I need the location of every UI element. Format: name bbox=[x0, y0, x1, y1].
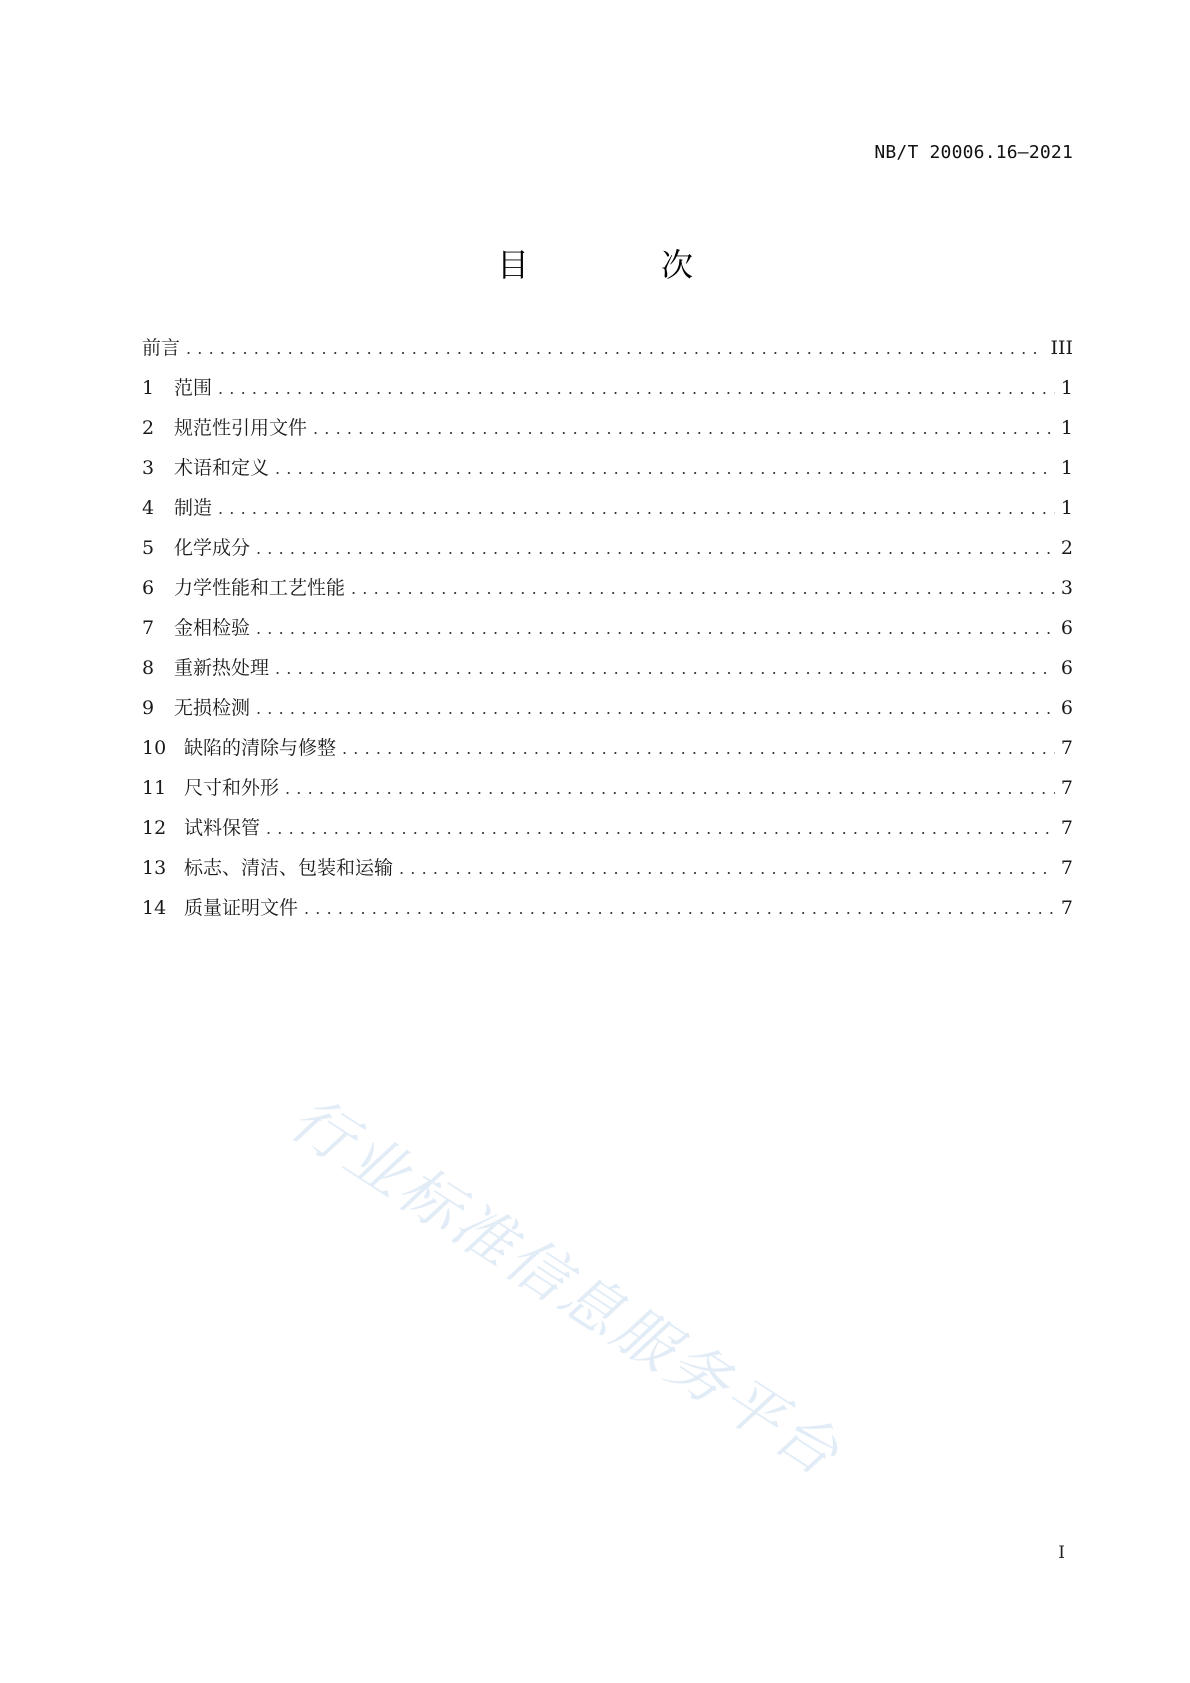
toc-entry-14[interactable] bbox=[142, 888, 1073, 928]
toc-entry-label: 试料保管 bbox=[184, 817, 261, 839]
toc-entry-page: 7 bbox=[1060, 857, 1073, 879]
toc-entry-7[interactable] bbox=[142, 608, 1073, 648]
toc-entry-number: 14 bbox=[142, 897, 167, 919]
toc-entry-number: 9 bbox=[142, 697, 155, 719]
watermark: 行业标准信息服务平台 bbox=[278, 1083, 854, 1492]
toc-entry-13[interactable] bbox=[142, 848, 1073, 888]
toc-entry-page: 1 bbox=[1060, 497, 1073, 519]
toc-entry-number: 1 bbox=[142, 377, 155, 399]
toc-entry-page: 3 bbox=[1060, 577, 1073, 599]
toc-entry-number: 11 bbox=[142, 777, 167, 799]
toc-leader-dots bbox=[266, 809, 1055, 849]
toc-entry-9[interactable] bbox=[142, 688, 1073, 728]
toc-entry-page: 6 bbox=[1060, 657, 1073, 679]
toc-entry-page: 6 bbox=[1060, 697, 1073, 719]
toc-entry-5[interactable] bbox=[142, 528, 1073, 568]
toc-entry-number: 6 bbox=[142, 577, 155, 599]
toc-leader-dots bbox=[256, 529, 1055, 569]
toc-entry-number: 13 bbox=[142, 857, 167, 879]
toc-entry-foreword[interactable] bbox=[142, 328, 1073, 368]
toc-entry-page: 7 bbox=[1060, 777, 1073, 799]
toc-entry-page: 6 bbox=[1060, 617, 1073, 639]
toc-entry-number: 5 bbox=[142, 537, 155, 559]
toc-entry-page: 1 bbox=[1060, 377, 1073, 399]
toc-entry-page: 7 bbox=[1060, 737, 1073, 759]
toc-entry-10[interactable] bbox=[142, 728, 1073, 768]
toc-entry-number: 10 bbox=[142, 737, 167, 759]
toc-leader-dots bbox=[351, 569, 1055, 609]
toc-entry-4[interactable] bbox=[142, 488, 1073, 528]
toc-leader-dots bbox=[256, 689, 1055, 729]
toc-entry-number: 3 bbox=[142, 457, 155, 479]
toc-entry-11[interactable] bbox=[142, 768, 1073, 808]
toc-entry-page: III bbox=[1050, 337, 1073, 359]
toc-entry-label: 前言 bbox=[142, 337, 181, 359]
toc-entry-label: 重新热处理 bbox=[174, 657, 270, 679]
toc-leader-dots bbox=[304, 889, 1055, 929]
toc-entry-label: 制造 bbox=[174, 497, 213, 519]
standard-code: NB/T 20006.16—2021 bbox=[874, 142, 1073, 163]
toc-entry-label: 力学性能和工艺性能 bbox=[174, 577, 346, 599]
toc-entry-page: 2 bbox=[1060, 537, 1073, 559]
toc-leader-dots bbox=[275, 649, 1055, 689]
toc-entry-label: 化学成分 bbox=[174, 537, 251, 559]
page-number: I bbox=[1058, 1543, 1065, 1563]
toc-entry-8[interactable] bbox=[142, 648, 1073, 688]
toc-entry-label: 金相检验 bbox=[174, 617, 251, 639]
toc-entry-6[interactable] bbox=[142, 568, 1073, 608]
toc-entry-label: 标志、清洁、包装和运输 bbox=[184, 857, 394, 879]
toc-entry-number: 12 bbox=[142, 817, 167, 839]
toc-leader-dots bbox=[256, 609, 1055, 649]
toc-leader-dots bbox=[186, 329, 1044, 369]
toc-entry-12[interactable] bbox=[142, 808, 1073, 848]
toc-entry-page: 1 bbox=[1060, 457, 1073, 479]
toc-entry-number: 7 bbox=[142, 617, 155, 639]
toc-entry-page: 7 bbox=[1060, 817, 1073, 839]
toc-entry-3[interactable] bbox=[142, 448, 1073, 488]
table-of-contents bbox=[142, 328, 1073, 928]
toc-entry-2[interactable] bbox=[142, 408, 1073, 448]
toc-entry-number: 4 bbox=[142, 497, 155, 519]
toc-entry-label: 无损检测 bbox=[174, 697, 251, 719]
toc-entry-label: 尺寸和外形 bbox=[184, 777, 280, 799]
toc-leader-dots bbox=[218, 369, 1055, 409]
toc-leader-dots bbox=[313, 409, 1055, 449]
toc-entry-1[interactable] bbox=[142, 368, 1073, 408]
toc-entry-page: 1 bbox=[1060, 417, 1073, 439]
toc-entry-number: 8 bbox=[142, 657, 155, 679]
toc-title: 目 次 bbox=[496, 246, 743, 284]
toc-leader-dots bbox=[285, 769, 1055, 809]
toc-entry-label: 缺陷的清除与修整 bbox=[184, 737, 337, 759]
toc-entry-label: 质量证明文件 bbox=[184, 897, 299, 919]
toc-entry-label: 术语和定义 bbox=[174, 457, 270, 479]
toc-leader-dots bbox=[275, 449, 1055, 489]
toc-leader-dots bbox=[399, 849, 1055, 889]
toc-entry-label: 范围 bbox=[174, 377, 213, 399]
toc-leader-dots bbox=[218, 489, 1055, 529]
toc-entry-label: 规范性引用文件 bbox=[174, 417, 308, 439]
toc-entry-number: 2 bbox=[142, 417, 155, 439]
toc-entry-page: 7 bbox=[1060, 897, 1073, 919]
toc-leader-dots bbox=[342, 729, 1055, 769]
